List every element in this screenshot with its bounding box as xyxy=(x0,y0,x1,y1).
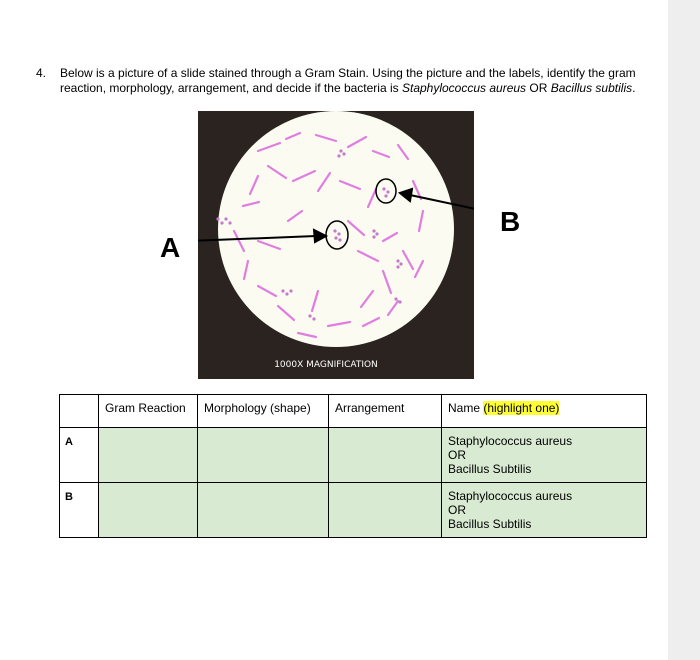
morphology-cell-b[interactable] xyxy=(198,483,329,538)
row-label-a: A xyxy=(60,428,99,483)
gram-reaction-cell-a[interactable] xyxy=(99,428,198,483)
gram-stain-slide-image xyxy=(198,111,474,379)
question-main-text: Below is a picture of a slide stained through a Gram Stain. Using the picture and the labels, identify the gram reaction, morphology, arrangement, and decide if the bacteria is xyxy=(60,66,636,95)
table-row xyxy=(60,428,647,483)
highlight-note: (highlight one) xyxy=(483,401,560,415)
header-arrangement: Arrangement xyxy=(329,395,442,428)
or-text: OR xyxy=(529,81,548,95)
question-4 xyxy=(36,66,636,96)
label-a: A xyxy=(160,232,181,263)
row-label-b: B xyxy=(60,483,99,538)
answer-table xyxy=(59,394,647,538)
question-text xyxy=(60,66,636,96)
header-row xyxy=(60,395,647,428)
or-b: OR xyxy=(448,503,466,517)
morphology-cell-a[interactable] xyxy=(198,428,329,483)
name-cell-b[interactable] xyxy=(442,483,647,538)
species-1-text: Staphylococcus aureus xyxy=(401,81,527,95)
page-margin xyxy=(668,0,700,660)
arrangement-cell-a[interactable] xyxy=(329,428,442,483)
magnification-caption: 1000X MAGNIFICATION xyxy=(274,360,378,370)
label-b: B xyxy=(500,206,521,237)
header-gram-reaction: Gram Reaction xyxy=(99,395,198,428)
header-morphology: Morphology (shape) xyxy=(198,395,329,428)
option-staph-a[interactable]: Staphylococcus aureus xyxy=(448,434,573,448)
option-bacillus-a[interactable]: Bacillus Subtilis xyxy=(448,462,532,476)
header-name xyxy=(442,395,647,428)
option-staph-b[interactable]: Staphylococcus aureus xyxy=(448,489,573,503)
header-name-text: Name xyxy=(448,401,481,415)
question-period: . xyxy=(632,81,636,95)
option-bacillus-b[interactable]: Bacillus Subtilis xyxy=(448,517,532,531)
name-cell-a[interactable] xyxy=(442,428,647,483)
or-a: OR xyxy=(448,448,466,462)
table-row xyxy=(60,483,647,538)
arrangement-cell-b[interactable] xyxy=(329,483,442,538)
gram-reaction-cell-b[interactable] xyxy=(99,483,198,538)
species-2-text: Bacillus subtilis xyxy=(550,81,633,95)
corner-cell xyxy=(60,395,99,428)
question-number: 4. xyxy=(36,66,47,80)
